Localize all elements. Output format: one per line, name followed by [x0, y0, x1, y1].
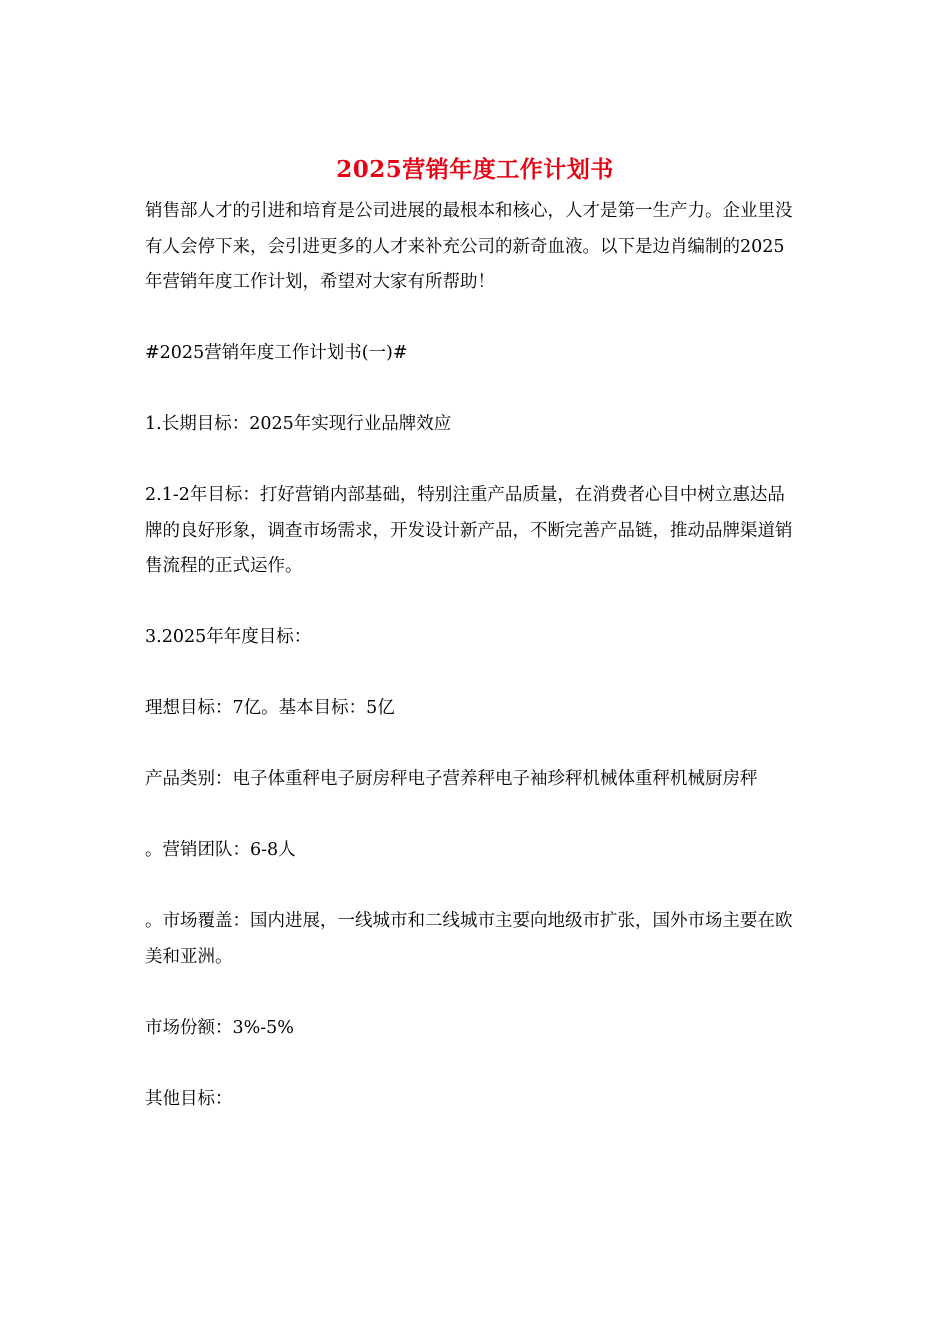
document-title: 2025营销年度工作计划书	[336, 156, 614, 183]
market-share-paragraph: 市场份额：3%-5%	[145, 1017, 294, 1038]
paragraph-spacer	[145, 1046, 797, 1082]
short-term-goal-paragraph: 2.1-2年目标：打好营销内部基础，特别注重产品质量，在消费者心目中树立惠达品牌的良好形象，调查市场需求，开发设计新产品，不断完善产品链，推动品牌渠道销售流程的正式运作。	[145, 485, 793, 576]
other-goals-paragraph: 其他目标：	[145, 1088, 233, 1109]
annual-goal-paragraph: 3.2025年年度目标：	[145, 627, 312, 647]
paragraph-spacer	[145, 585, 797, 621]
paragraph-spacer	[145, 443, 797, 479]
section-heading: #2025营销年度工作计划书(一)#	[145, 343, 408, 363]
paragraph-spacer	[145, 372, 797, 408]
marketing-team-paragraph: 。营销团队：6-8人	[145, 840, 296, 860]
product-category-paragraph: 产品类别：电子体重秤电子厨房秤电子营养秤电子袖珍秤机械体重秤机械厨房秤	[145, 769, 758, 789]
target-paragraph: 理想目标：7亿。基本目标：5亿	[145, 698, 395, 718]
paragraph-spacer	[145, 869, 797, 905]
document-body	[145, 194, 797, 1117]
paragraph-spacer	[145, 301, 797, 337]
paragraph-spacer	[145, 727, 797, 763]
long-term-goal-paragraph: 1.长期目标：2025年实现行业品牌效应	[145, 414, 452, 434]
market-coverage-paragraph: 。市场覆盖：国内进展，一线城市和二线城市主要向地级市扩张，国外市场主要在欧美和亚洲。	[145, 911, 793, 967]
intro-paragraph: 销售部人才的引进和培育是公司进展的最根本和核心，人才是第一生产力。企业里没有人会停下来，会引进更多的人才来补充公司的新奇血液。以下是边肖编制的2025年营销年度工作计划，希望对大家有所帮助！	[145, 201, 793, 292]
paragraph-spacer	[145, 656, 797, 692]
paragraph-spacer	[145, 798, 797, 834]
paragraph-spacer	[145, 975, 797, 1011]
